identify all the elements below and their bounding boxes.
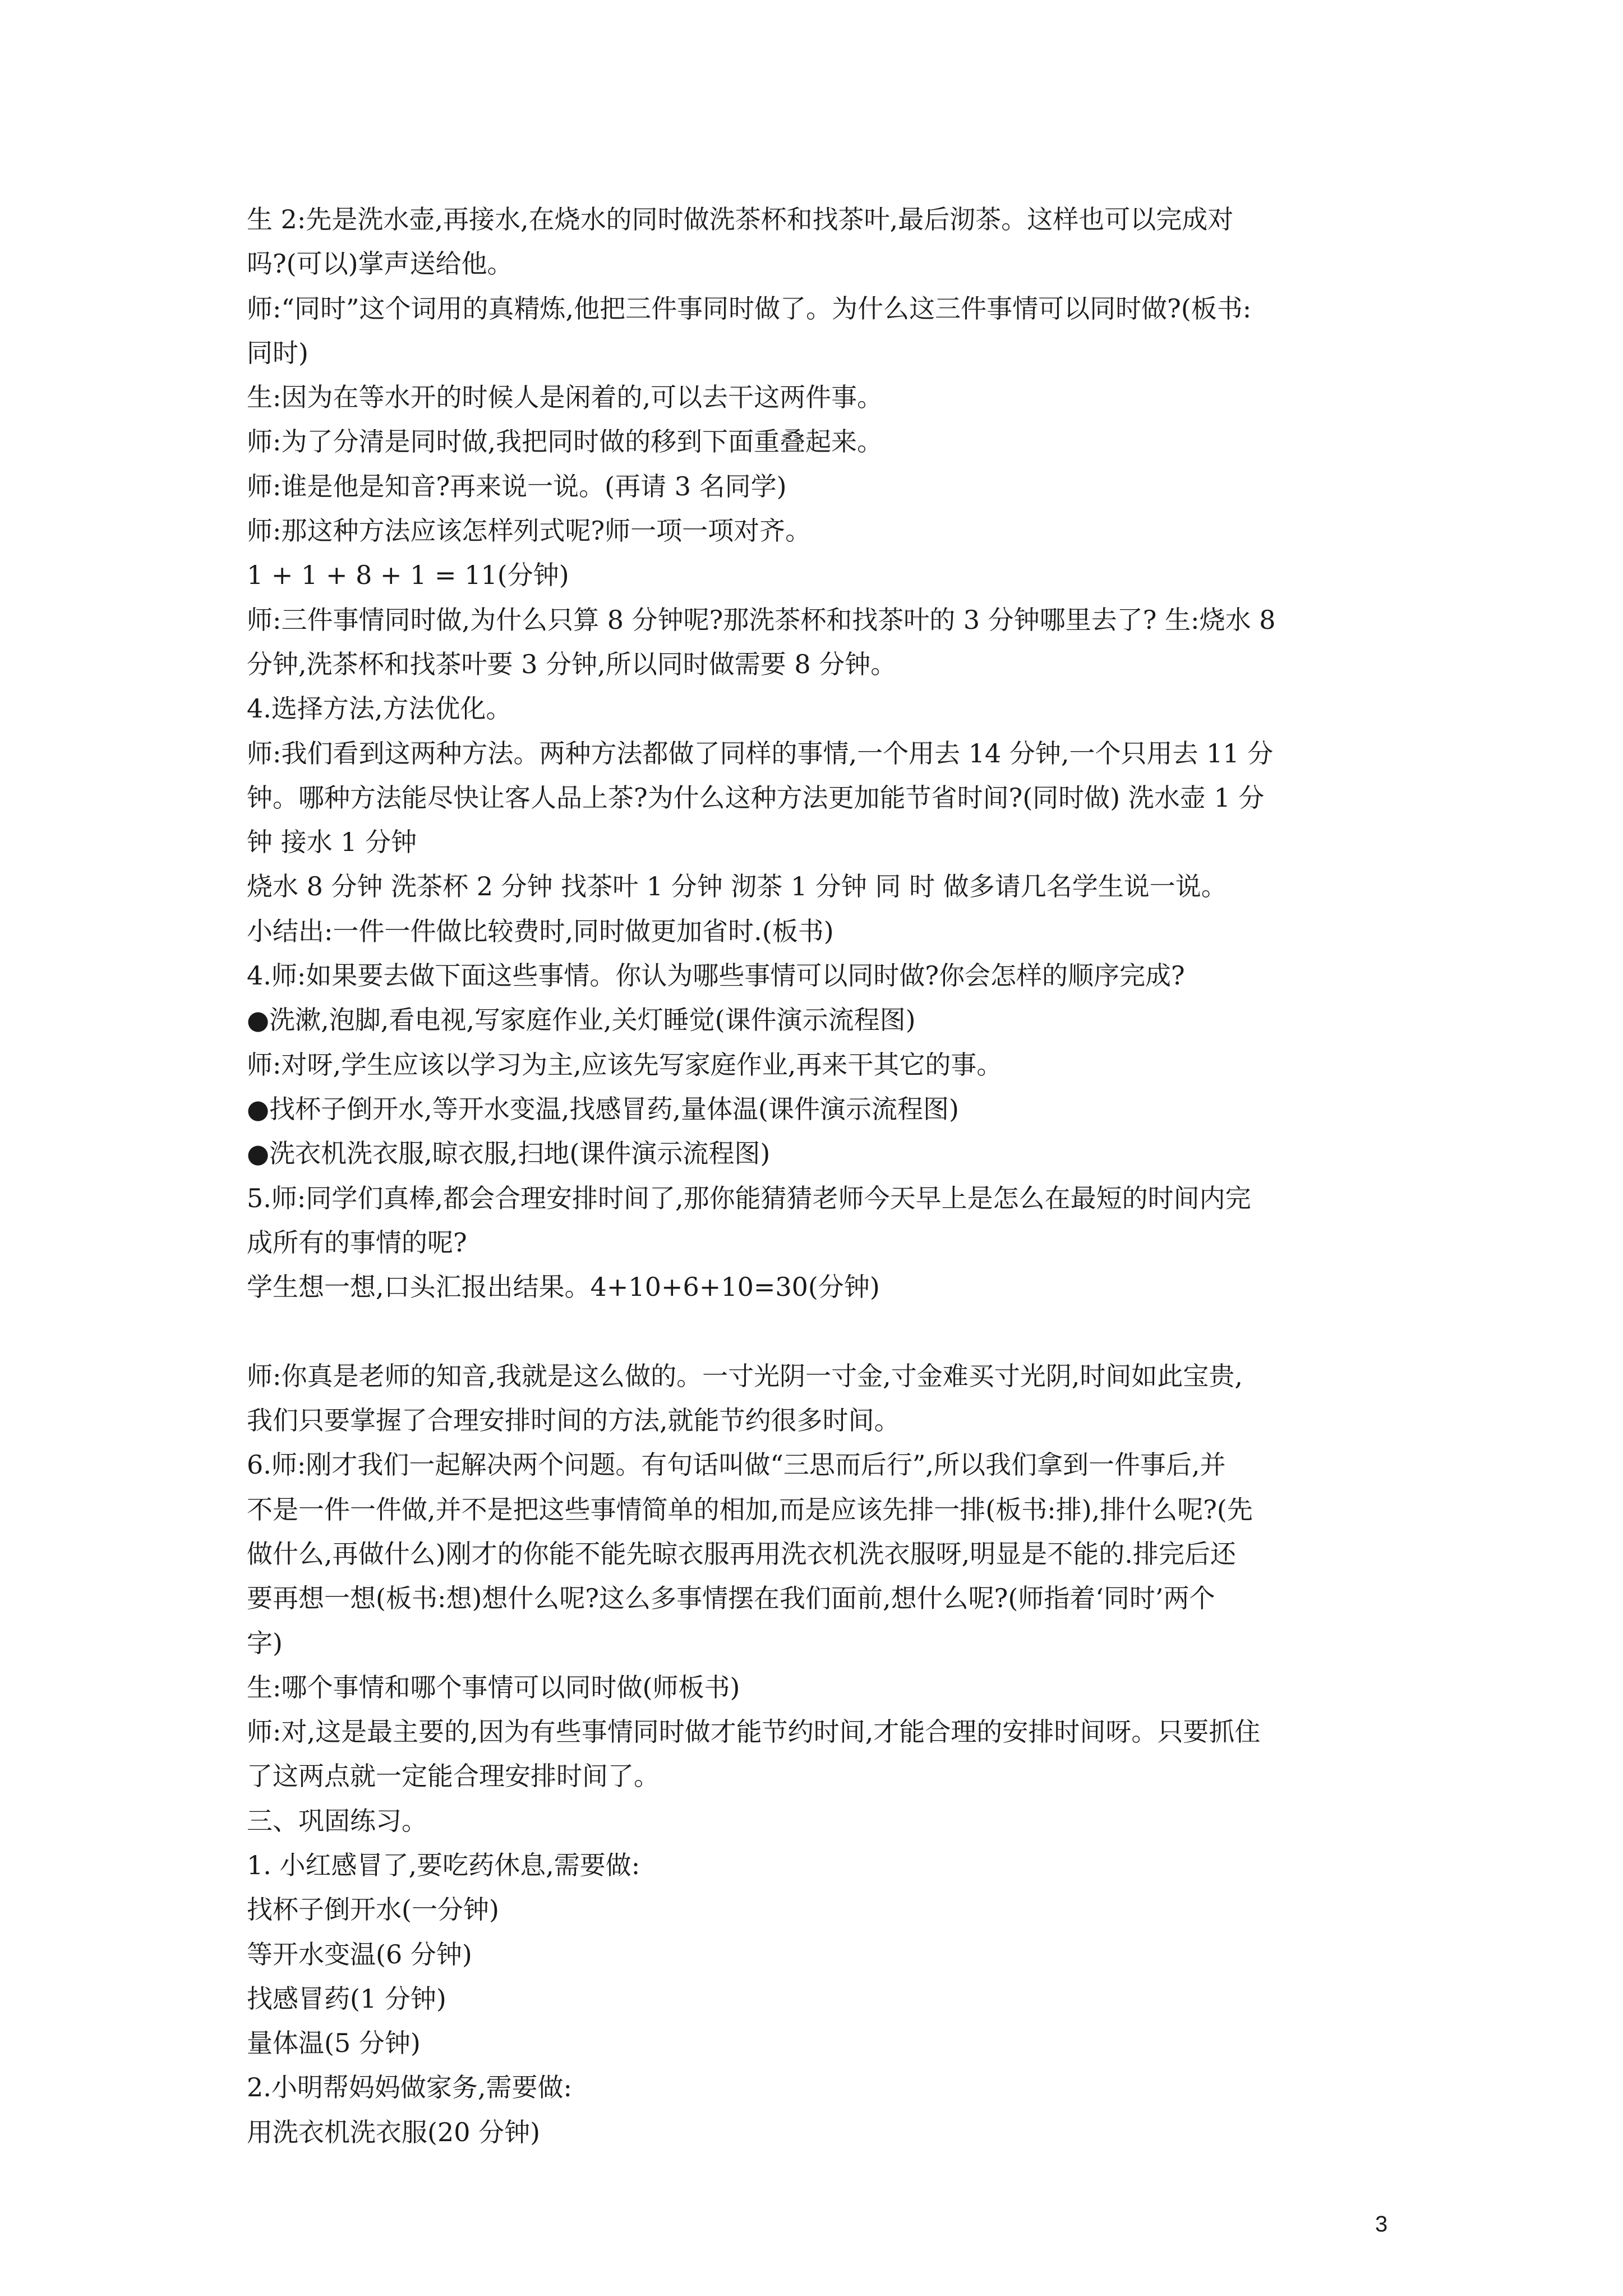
list-item: 量体温(5 分钟) (247, 2028, 421, 2059)
text-line: 4.师:如果要去做下面这些事情。你认为哪些事情可以同时做?你会怎样的顺序完成? (247, 960, 1185, 991)
text-line: 成所有的事情的呢? (247, 1227, 467, 1258)
text-line: 生:哪个事情和哪个事情可以同时做(师板书) (247, 1672, 740, 1703)
list-item: 用洗衣机洗衣服(20 分钟) (247, 2116, 541, 2147)
text-line: 要再想一想(板书:想)想什么呢?这么多事情摆在我们面前,想什么呢?(师指着‘同时’两个 (247, 1583, 1215, 1614)
text-line: 师:三件事情同时做,为什么只算 8 分钟呢?那洗茶杯和找茶叶的 3 分钟哪里去了? 生:烧水 8 (247, 604, 1276, 635)
text-line: 师:对呀,学生应该以学习为主,应该先写家庭作业,再来干其它的事。 (247, 1049, 1003, 1080)
page-number: 3 (1375, 2212, 1388, 2237)
text-line: 师:谁是他是知音?再来说一说。(再请 3 名同学) (247, 471, 787, 501)
text-line: 了这两点就一定能合理安排时间了。 (247, 1761, 660, 1792)
text-line: 学生想一想,口头汇报出结果。4+10+6+10=30(分钟) (247, 1272, 880, 1303)
text-line: 师:你真是老师的知音,我就是这么做的。一寸光阴一寸金,寸金难买寸光阴,时间如此宝贵, (247, 1360, 1243, 1391)
bullet-item: ●找杯子倒开水,等开水变温,找感冒药,量体温(课件演示流程图) (247, 1093, 959, 1124)
list-item: 等开水变温(6 分钟) (247, 1939, 472, 1970)
text-line: 钟 接水 1 分钟 (247, 827, 417, 858)
text-line: 我们只要掌握了合理安排时间的方法,就能节约很多时间。 (247, 1405, 900, 1436)
text-line: 师:我们看到这两种方法。两种方法都做了同样的事情,一个用去 14 分钟,一个只用去 11 分 (247, 738, 1274, 769)
text-line: 做什么,再做什么)刚才的你能不能先晾衣服再用洗衣机洗衣服呀,明显是不能的.排完后还 (247, 1538, 1236, 1569)
exercise-title: 1. 小红感冒了,要吃药休息,需要做: (247, 1849, 640, 1880)
text-line: 生 2:先是洗水壶,再接水,在烧水的同时做洗茶杯和找茶叶,最后沏茶。这样也可以完成对 (247, 204, 1234, 234)
text-line: 师:那这种方法应该怎样列式呢?师一项一项对齐。 (247, 516, 811, 546)
text-line: 吗?(可以)掌声送给他。 (247, 249, 513, 279)
document-body (247, 197, 1393, 2155)
text-line: 6.师:刚才我们一起解决两个问题。有句话叫做“三思而后行”,所以我们拿到一件事后,并 (247, 1450, 1226, 1480)
formula-line: 1 + 1 + 8 + 1 = 11(分钟) (247, 560, 569, 591)
exercise-title: 2.小明帮妈妈做家务,需要做: (247, 2072, 573, 2103)
text-line: 不是一件一件做,并不是把这些事情简单的相加,而是应该先排一排(板书:排),排什么呢?(先 (247, 1494, 1253, 1525)
bullet-item: ●洗漱,泡脚,看电视,写家庭作业,关灯睡觉(课件演示流程图) (247, 1005, 916, 1036)
section-heading: 三、巩固练习。 (247, 1805, 427, 1836)
text-line: 师:为了分清是同时做,我把同时做的移到下面重叠起来。 (247, 426, 883, 457)
text-line: 小结出:一件一件做比较费时,同时做更加省时.(板书) (247, 915, 834, 946)
text-line: 烧水 8 分钟 洗茶杯 2 分钟 找茶叶 1 分钟 沏茶 1 分钟 同 时 做多请几名学生说一说。 (247, 871, 1227, 902)
text-line: 钟。哪种方法能尽快让客人品上茶?为什么这种方法更加能节省时间?(同时做) 洗水壶 1 分 (247, 782, 1265, 813)
text-line: 师:“同时”这个词用的真精炼,他把三件事同时做了。为什么这三件事情可以同时做?(板书: (247, 293, 1252, 324)
text-line: 5.师:同学们真棒,都会合理安排时间了,那你能猜猜老师今天早上是怎么在最短的时间内完 (247, 1182, 1251, 1213)
text-line: 同时) (247, 337, 308, 368)
text-line: 字) (247, 1627, 283, 1658)
section-heading: 4.选择方法,方法优化。 (247, 693, 512, 724)
blank-line (247, 1309, 1393, 1354)
text-line: 生:因为在等水开的时候人是闲着的,可以去干这两件事。 (247, 382, 883, 413)
list-item: 找杯子倒开水(一分钟) (247, 1894, 499, 1925)
bullet-item: ●洗衣机洗衣服,晾衣服,扫地(课件演示流程图) (247, 1138, 771, 1169)
text-line: 师:对,这是最主要的,因为有些事情同时做才能节约时间,才能合理的安排时间呀。只要抓住 (247, 1717, 1261, 1747)
list-item: 找感冒药(1 分钟) (247, 1983, 446, 2014)
text-line: 分钟,洗茶杯和找茶叶要 3 分钟,所以同时做需要 8 分钟。 (247, 648, 897, 679)
